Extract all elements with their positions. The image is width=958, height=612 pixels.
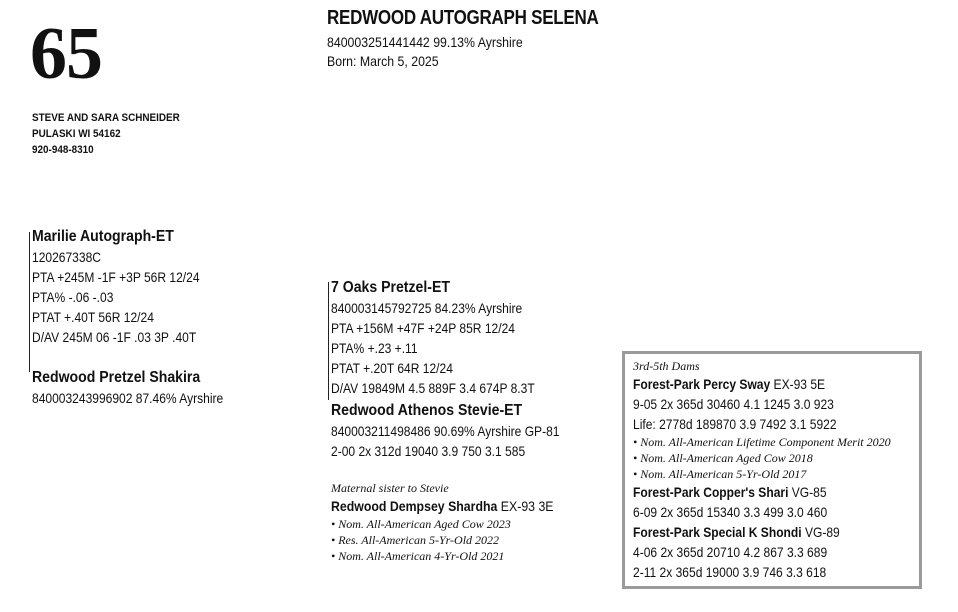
owner-city: PULASKI WI 54162 xyxy=(32,128,121,140)
dam5-name: Forest-Park Special K Shondi xyxy=(633,524,802,540)
sire-block xyxy=(32,227,227,347)
sire-line: 120267338C xyxy=(32,249,101,265)
dams-box-content xyxy=(633,358,891,582)
dam4-score: VG-85 xyxy=(788,484,827,500)
lot-number: 65 xyxy=(30,13,102,95)
dams-box-caption: 3rd-5th Dams xyxy=(633,359,700,373)
dam5-name-line xyxy=(633,522,855,542)
mgs-line: PTA% +.23 +.11 xyxy=(331,340,418,356)
dam3-honor: • Nom. All-American 5-Yr-Old 2017 xyxy=(633,467,807,481)
dam5-score: VG-89 xyxy=(801,524,840,540)
mgs-line: PTA +156M +47F +24P 85R 12/24 xyxy=(331,320,515,336)
sire-line: D/AV 245M 06 -1F .03 3P .40T xyxy=(32,329,197,345)
mgd-line: 2-00 2x 312d 19040 3.9 750 3.1 585 xyxy=(331,443,526,459)
sire-name: Marilie Autograph-ET xyxy=(32,228,174,245)
sister-score: EX-93 3E xyxy=(497,498,554,514)
animal-born: Born: March 5, 2025 xyxy=(327,53,439,69)
mgd-line: 840003211498486 90.69% Ayrshire GP-81 xyxy=(331,423,560,439)
animal-name: REDWOOD AUTOGRAPH SELENA xyxy=(327,7,599,29)
owner-info xyxy=(32,110,180,158)
owner-phone: 920-948-8310 xyxy=(32,144,94,156)
sister-honor: • Res. All-American 5-Yr-Old 2022 xyxy=(331,533,500,547)
mgs-line: PTAT +.20T 64R 12/24 xyxy=(331,360,453,376)
sister-name-line xyxy=(331,496,554,516)
dam4-line: 6-09 2x 365d 15340 3.3 499 3.0 460 xyxy=(633,504,828,520)
dam4-name-line xyxy=(633,482,855,502)
dam3-honor: • Nom. All-American Aged Cow 2018 xyxy=(633,451,813,465)
sister-honor: • Nom. All-American 4-Yr-Old 2021 xyxy=(331,549,505,563)
owner-name: STEVE AND SARA SCHNEIDER xyxy=(32,112,180,124)
sire-bracket xyxy=(29,232,30,372)
dam3-name-line xyxy=(633,374,855,394)
sire-line: PTA +245M -1F +3P 56R 12/24 xyxy=(32,269,200,285)
animal-id-line: 840003251441442 99.13% Ayrshire xyxy=(327,34,523,50)
dam3-score: EX-93 5E xyxy=(770,376,826,392)
mgs-block xyxy=(331,278,568,398)
dam3-line: Life: 2778d 189870 3.9 7492 3.1 5922 xyxy=(633,416,837,432)
mgs-line: 840003145792725 84.23% Ayrshire xyxy=(331,300,523,316)
sister-honor: • Nom. All-American Aged Cow 2023 xyxy=(331,517,511,531)
dam-block xyxy=(32,368,254,408)
mgs-name: 7 Oaks Pretzel-ET xyxy=(331,279,450,296)
dam3-line: 9-05 2x 365d 30460 4.1 1245 3.0 923 xyxy=(633,396,834,412)
dam5-line: 2-11 2x 365d 19000 3.9 746 3.3 618 xyxy=(633,564,827,580)
sister-name: Redwood Dempsey Shardha xyxy=(331,498,498,514)
sire-line: PTAT +.40T 56R 12/24 xyxy=(32,309,154,325)
dam-name: Redwood Pretzel Shakira xyxy=(32,369,201,386)
dam3-honor: • Nom. All-American Lifetime Component Merit 2020 xyxy=(633,435,891,449)
mgs-line: D/AV 19849M 4.5 889F 3.4 674P 8.3T xyxy=(331,380,535,396)
dams-box xyxy=(622,351,922,589)
dam4-name: Forest-Park Copper's Shari xyxy=(633,484,789,500)
dam-id-line: 840003243996902 87.46% Ayrshire xyxy=(32,390,224,406)
sister-block xyxy=(331,480,584,564)
mgd-block xyxy=(331,401,597,461)
mgd-name: Redwood Athenos Stevie-ET xyxy=(331,402,523,419)
sire-line: PTA% -.06 -.03 xyxy=(32,289,114,305)
dam5-line: 4-06 2x 365d 20710 4.2 867 3.3 689 xyxy=(633,544,828,560)
dam3-name: Forest-Park Percy Sway xyxy=(633,376,771,392)
sister-caption: Maternal sister to Stevie xyxy=(331,481,449,495)
mgs-bracket xyxy=(328,282,329,400)
